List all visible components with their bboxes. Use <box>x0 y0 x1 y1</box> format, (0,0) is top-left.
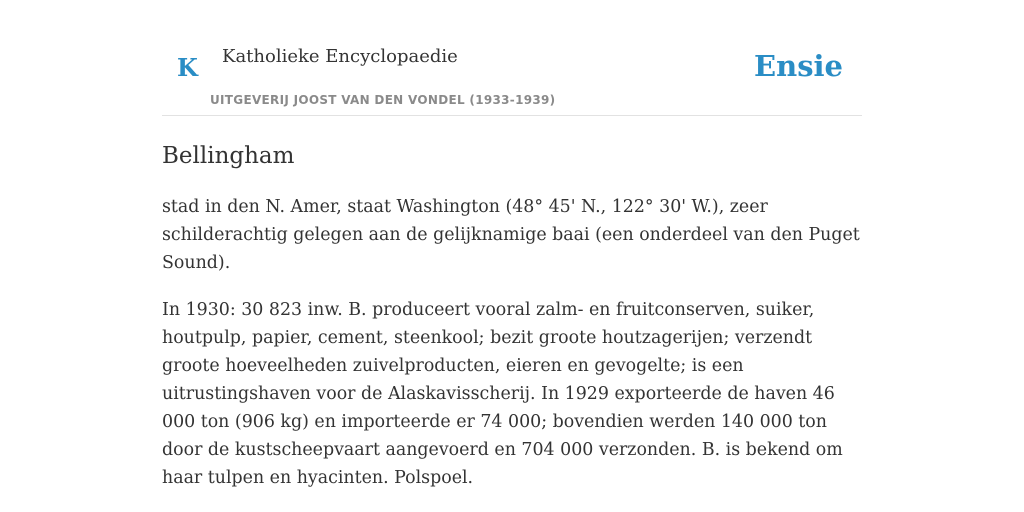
page-container <box>162 0 862 492</box>
entry-title: Bellingham <box>162 143 295 169</box>
entry-paragraph: In 1930: 30 823 inw. B. produceert vooral zalm- en fruitconserven, suiker, houtpulp, papier, cement, steenkool; bezit groote houtzagerijen; verzendt groote hoeveelheden zuivelproducten, eieren en gevogelte; is een uitrustingshaven voor de Alaskavisscherij. In 1929 exporteerde de haven 46 000 ton (906 kg) en importeerde er 74 000; bovendien werden 140 000 ton door de kustscheepvaart aangevoerd en 704 000 verzonden. B. is bekend om haar tulpen en hyacinten. Polspoel. <box>162 299 843 488</box>
entry-body <box>162 193 862 492</box>
page-header <box>162 0 862 116</box>
publisher-label: UITGEVERIJ JOOST VAN DEN VONDEL (1933-1939) <box>210 93 556 107</box>
entry-content <box>162 142 862 492</box>
ensie-logo-link[interactable]: Ensie <box>754 49 843 83</box>
source-logo[interactable]: K <box>177 53 198 82</box>
entry-paragraph: stad in den N. Amer, staat Washington (48° 45' N., 122° 30' W.), zeer schilderachtig gelegen aan de gelijknamige baai (een onderdeel van den Puget Sound). <box>162 196 860 273</box>
source-title-link[interactable]: Katholieke Encyclopaedie <box>222 46 458 67</box>
